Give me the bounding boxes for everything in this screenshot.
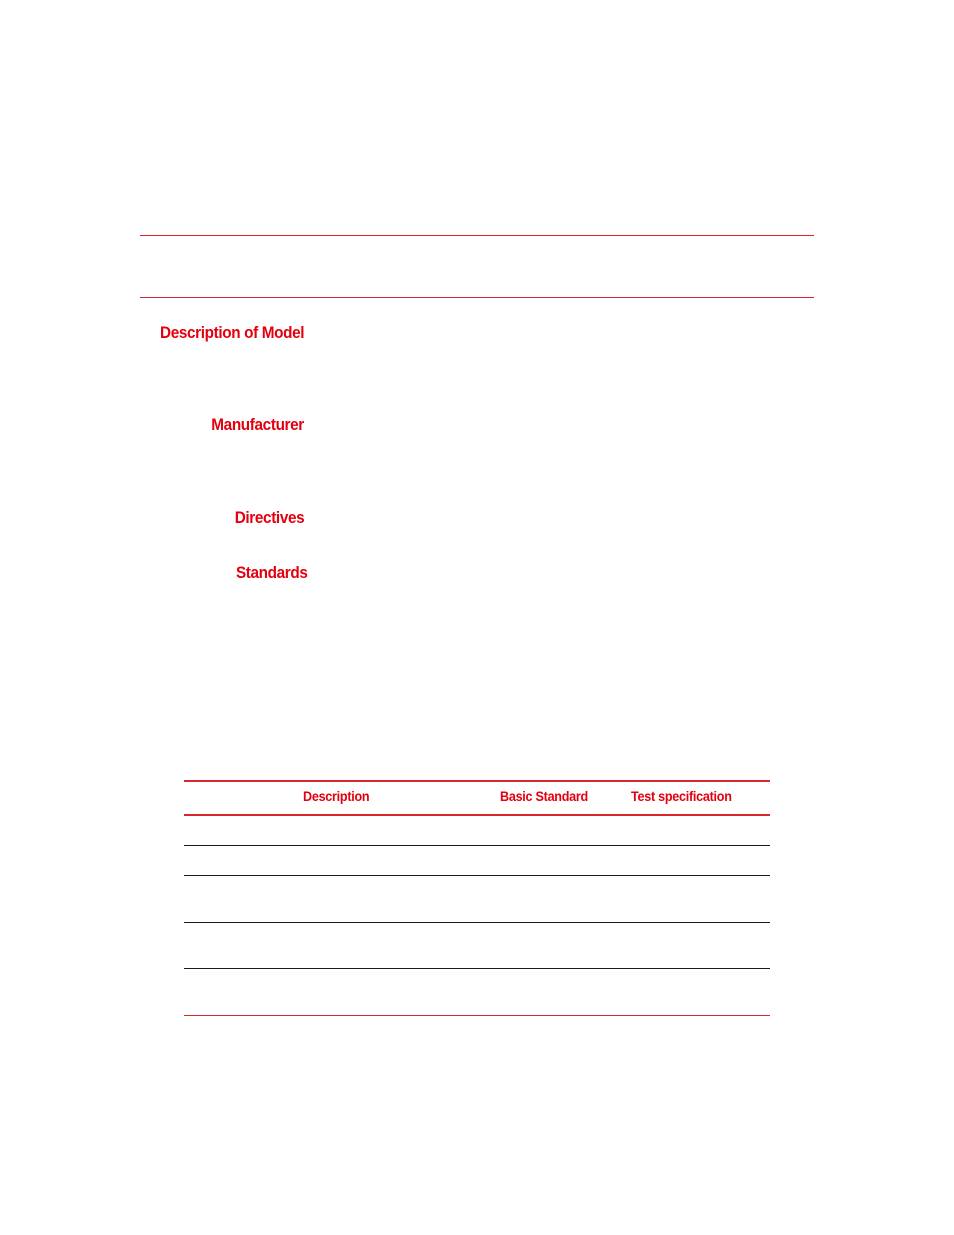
table-row	[184, 816, 770, 846]
table-row	[184, 923, 770, 969]
label-standards: Standards	[236, 563, 308, 582]
table-header	[184, 780, 770, 816]
header-rule-bottom	[140, 297, 814, 298]
table-row	[184, 846, 770, 876]
column-header-basic-standard: Basic Standard	[500, 788, 588, 804]
column-header-description: Description	[303, 788, 370, 804]
header-rule-top	[140, 235, 814, 236]
label-description-of-model: Description of Model	[159, 323, 304, 342]
table-row	[184, 969, 770, 1016]
table-row	[184, 876, 770, 923]
label-manufacturer: Manufacturer	[211, 415, 304, 434]
standards-table	[184, 780, 770, 1016]
label-directives: Directives	[234, 508, 304, 527]
column-header-test-specification: Test specification	[631, 788, 732, 804]
